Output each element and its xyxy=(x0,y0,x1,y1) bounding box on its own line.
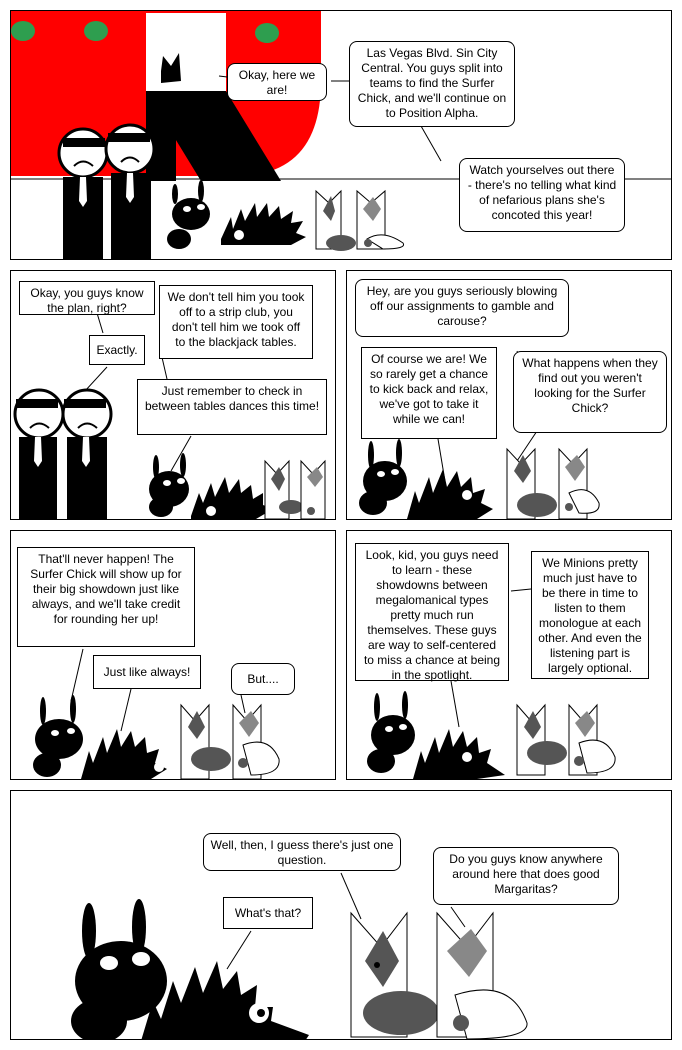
speech-bubble: Hey, are you guys seriously blowing off our assignments to gamble and carouse? xyxy=(355,279,569,337)
bubble-tail xyxy=(451,681,459,727)
speech-bubble: We don't tell him you took off to a strip club, you don't tell him we took off to the blackjack tables. xyxy=(159,285,313,359)
bubble-tail xyxy=(511,589,531,591)
bubble-tail xyxy=(85,367,107,391)
hedgehog-character xyxy=(81,729,167,779)
agent-right xyxy=(106,125,154,260)
speech-bubble: Exactly. xyxy=(89,335,145,365)
cat-character-right xyxy=(569,705,615,775)
cat-character-left xyxy=(507,449,557,519)
speech-bubble: What's that? xyxy=(223,897,313,929)
sign-dot xyxy=(11,21,35,41)
cat-character-right xyxy=(357,191,404,249)
speech-bubble: Just like always! xyxy=(93,655,201,689)
agent-left xyxy=(15,390,63,520)
sign-dot xyxy=(84,21,108,41)
bubble-tail xyxy=(227,931,251,969)
cat-character-right xyxy=(233,705,279,779)
speech-bubble: We Minions pretty much just have to be there in time to listen to them monologue at each other. And even the listening part is largely optional. xyxy=(531,551,649,679)
speech-bubble: Okay, here we are! xyxy=(227,63,327,101)
speech-bubble: Okay, you guys know the plan, right? xyxy=(19,281,155,315)
speech-bubble: That'll never happen! The Surfer Chick will show up for their big showdown just like always, and we'll take credit for rounding her up! xyxy=(17,547,195,647)
cat-character-left xyxy=(265,461,303,519)
hedgehog-character xyxy=(141,961,309,1040)
speech-bubble: Just remember to check in between tables dances this time! xyxy=(137,379,327,435)
comic-panel-4 xyxy=(10,530,336,780)
hedgehog-character xyxy=(407,469,493,519)
speech-bubble: Of course we are! We so rarely get a chance to kick back and relax, we've got to take it while we can! xyxy=(361,347,497,439)
agent-left xyxy=(59,129,107,260)
comic-panel-1 xyxy=(10,10,672,260)
bunny-character xyxy=(167,180,210,249)
agent-right xyxy=(63,390,111,520)
speech-bubble: Watch yourselves out there - there's no telling what kind of nefarious plans she's concoted this year! xyxy=(459,158,625,232)
bubble-tail xyxy=(121,689,131,731)
bubble-tail xyxy=(241,695,245,713)
hedgehog-character xyxy=(221,203,306,245)
bunny-character xyxy=(367,691,415,773)
bunny-character xyxy=(33,695,83,777)
hedgehog-character xyxy=(191,477,273,519)
comic-panel-5 xyxy=(346,530,672,780)
sign-dot xyxy=(255,23,279,43)
comic-panel-6 xyxy=(10,790,672,1040)
bubble-tail xyxy=(421,126,441,161)
cat-character-left xyxy=(517,705,567,775)
bubble-tail xyxy=(97,313,103,333)
bunny-character xyxy=(149,453,189,517)
panel-6-art xyxy=(11,791,672,1040)
speech-bubble: But.... xyxy=(231,663,295,695)
speech-bubble: Well, then, I guess there's just one question. xyxy=(203,833,401,871)
bubble-tail xyxy=(451,907,465,927)
bubble-tail xyxy=(71,649,83,701)
cat-character-left xyxy=(316,191,356,251)
comic-panel-3 xyxy=(346,270,672,520)
speech-bubble: Look, kid, you guys need to learn - these showdowns between megalomanical types pretty much run themselves. These guys are way to self-centered to miss a chance at being in the spotlight. xyxy=(355,543,509,681)
cat-character-right xyxy=(301,461,325,519)
bubble-tail xyxy=(341,873,361,919)
speech-bubble: Do you guys know anywhere around here that does good Margaritas? xyxy=(433,847,619,905)
comic-panel-2 xyxy=(10,270,336,520)
cat-character-right xyxy=(437,913,527,1039)
cat-character-left xyxy=(181,705,231,779)
cat-character-left xyxy=(351,913,439,1037)
speech-bubble: What happens when they find out you weren't looking for the Surfer Chick? xyxy=(513,351,667,433)
bunny-character xyxy=(359,439,407,515)
sign-window xyxy=(146,13,226,91)
speech-bubble: Las Vegas Blvd. Sin City Central. You guys split into teams to find the Surfer Chick, and we'll continue on to Position Alpha. xyxy=(349,41,515,127)
cat-character-right xyxy=(559,449,599,519)
hedgehog-character xyxy=(413,729,505,779)
